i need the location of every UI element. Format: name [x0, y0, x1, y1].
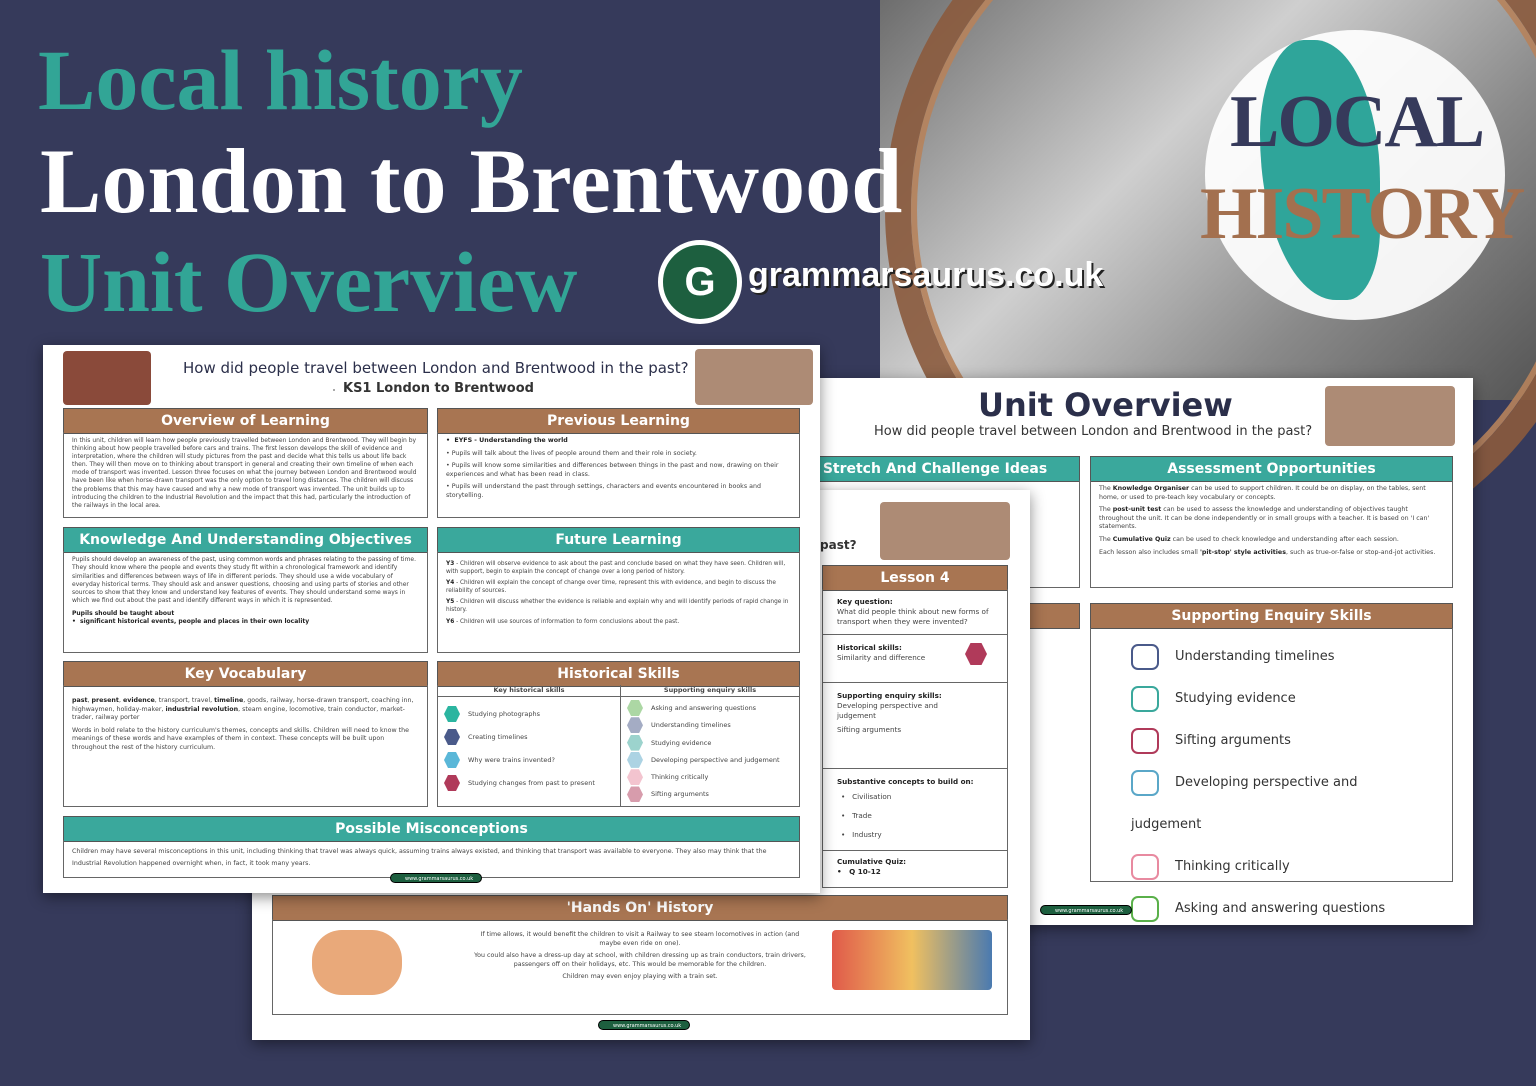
question-icon [627, 700, 643, 716]
text [823, 635, 1007, 683]
train-icon [444, 752, 460, 768]
lesson-box [822, 589, 1008, 888]
text: EYFS - Understanding the world [454, 437, 568, 444]
text: Sifting arguments [651, 790, 709, 799]
evidence-icon [627, 735, 643, 751]
timeline-icon [444, 729, 460, 745]
lesson-header: Lesson 4 [822, 565, 1008, 591]
key-skill-item [444, 772, 614, 795]
text: Children may even enjoy playing with a train set. [562, 973, 718, 981]
text: Developing perspective and judgement [837, 701, 938, 720]
bold-text: present [91, 697, 119, 704]
text: - Children will discuss whether the evidence is reliable and explain why and will identify periods of rapid change in history. [446, 599, 789, 613]
skills-header: Historical Skills [437, 661, 800, 687]
horse-cart-image [695, 349, 813, 405]
enquiry-skill-item [627, 717, 793, 734]
magnifier-icon [444, 706, 460, 722]
text: , [87, 697, 92, 704]
bold-text: Y5 [446, 599, 455, 606]
badge-history: HISTORY [1200, 173, 1524, 255]
page-title: How did people travel between London and Brentwood in the past? [183, 359, 689, 377]
text [446, 619, 791, 627]
enquiry-skill-item [1131, 846, 1412, 888]
text: Key historical skills [438, 685, 620, 697]
ks1-overview-page [43, 345, 820, 893]
text: • Pupils will talk about the lives of people around them and their role in society. [446, 449, 697, 457]
evidence-icon [1131, 686, 1159, 712]
horse-cart-image [1325, 386, 1455, 446]
text: • Pupils will know some similarities and differences between things in the past and now, drawing on their experiences and what has been read in class. [446, 462, 779, 478]
enquiry-skill-item [627, 786, 793, 803]
text: Studying evidence [651, 738, 712, 747]
text: Sifting arguments [837, 725, 902, 734]
text: • Civilisation • Trade • Industry [841, 792, 892, 839]
misconceptions-header: Possible Misconceptions [63, 816, 800, 842]
vocab-header: Key Vocabulary [63, 661, 428, 687]
text: Why were trains invented? [468, 756, 555, 764]
page-subtitle: KS1 London to Brentwood [335, 381, 542, 396]
text: Civilisation [852, 792, 892, 801]
text: The [1099, 535, 1113, 543]
text: Studying evidence [1175, 691, 1296, 706]
assessment-box [1090, 480, 1453, 588]
text [837, 867, 993, 877]
key-skill-item [444, 703, 614, 726]
vocab-box [63, 685, 428, 807]
text: Pupils will understand the past through settings, characters and events encountered in books and storytelling. [446, 483, 761, 499]
enquiry-skill-item [1131, 720, 1412, 762]
title-line-1: Local history [38, 32, 523, 128]
stretch-header-text: Stretch And Challenge Ideas [822, 461, 1048, 477]
text [823, 589, 1007, 635]
text: Supporting enquiry skills [621, 685, 799, 697]
coaching-inn-image [63, 351, 151, 405]
text: • Pupils will understand the past through settings, characters and events encountered in books and storytelling. [446, 483, 761, 499]
scales-icon [1131, 770, 1159, 796]
bold-text: 'pit-stop' style activities [1199, 548, 1286, 556]
title-line-2: London to Brentwood [40, 130, 903, 232]
title-line-3: Unit Overview [40, 234, 578, 330]
question-icon [1131, 896, 1159, 922]
text [823, 769, 1007, 851]
partial-question: past? [820, 538, 857, 552]
enquiry-skill-item [627, 700, 793, 717]
bold-text: • significant historical events, people and places in their own locality [72, 618, 310, 626]
text: Industry [852, 830, 882, 839]
bold-text: Y6 [446, 618, 455, 625]
timeline-icon [1131, 644, 1159, 670]
text: Trade [852, 811, 872, 820]
text: Thinking critically [1175, 859, 1290, 874]
key-skill-item [444, 749, 614, 772]
horse-cart-image [880, 502, 1010, 560]
text: can be used to assess the knowledge and understanding of objectives taught throughout the unit. It can be done independently or in small groups with a teacher. It is based on 'I can' statements. [1099, 506, 1430, 531]
text: Creating timelines [468, 733, 528, 741]
bold-text: Y4 [446, 580, 455, 587]
text: What did people think about new forms of transport when they were invented? [837, 607, 989, 626]
sifting-icon [627, 786, 643, 802]
text: Asking and answering questions [651, 704, 757, 712]
bold-text: timeline [214, 697, 244, 704]
scales-icon [627, 752, 643, 768]
text: can be used to check knowledge and understanding after each session. [1170, 535, 1399, 543]
enquiry-skill-item [1131, 762, 1412, 846]
bold-text: • EYFS - Understanding the world [446, 437, 568, 444]
text: The [1099, 485, 1113, 492]
text: Words in bold relate to the history curriculum's themes, concepts and skills. Children will need to know the meanings of these words and have examples of them in context. These concepts will be built upon throughout the rest of the history curriculum. [72, 726, 409, 751]
text: If time allows, it would benefit the children to visit a Railway to see steam locomotives in action (and maybe even ride on one). [480, 931, 800, 947]
text: Pupils should develop an awareness of the past, using common words and phrases relating to the passing of time. They should know where the people and events they study fit within a chronological framework and identify similarities and differences between ways of life in different periods. They should use a wide vocabulary of everyday historical terms. They should ask and answer questions, choosing and using parts of stories and other sources to show that they know and understand key features of events. They should understand some ways in which we find out about the past and identify different ways in which it is represented. [72, 556, 417, 605]
text: significant historical events, people and places in their own locality [80, 618, 310, 626]
text: Understanding timelines [1175, 649, 1335, 664]
bold-text: Cumulative Quiz [1112, 535, 1171, 543]
page-subtitle: How did people travel between London and Brentwood in the past? [874, 424, 1313, 439]
text: Developing perspective and judgement [651, 755, 780, 764]
badge-local: LOCAL [1230, 81, 1484, 163]
text: , transport, travel, [154, 697, 215, 704]
knowledge-header: Knowledge And Understanding Objectives [63, 527, 428, 553]
text: Q 10-12 [849, 867, 881, 876]
enquiry-skill-item [627, 735, 793, 752]
bold-text: Supporting enquiry skills: [837, 691, 942, 700]
text [446, 599, 791, 614]
text: Studying photographs [468, 710, 541, 718]
bold-text: Substantive concepts to build on: [837, 777, 974, 786]
bold-text: evidence [122, 697, 155, 704]
text: You could also have a dress-up day at school, with children dressing up as train conductors, train drivers, passengers off on their holidays, etc. This would be memorable for the children. [474, 952, 806, 968]
bold-text: Historical skills: [837, 643, 902, 652]
enquiry-skill-item [627, 752, 793, 769]
footer-link[interactable]: www.grammarsaurus.co.uk [1040, 905, 1132, 915]
brain-icon [1131, 854, 1159, 880]
text: Studying changes from past to present [468, 779, 595, 787]
enquiry-skills-header: Supporting Enquiry Skills [1090, 603, 1453, 629]
hands-image [312, 930, 402, 995]
hands-on-header: 'Hands On' History [272, 895, 1008, 921]
brain-icon [627, 769, 643, 785]
text [621, 697, 799, 807]
text: can be used to support children. It could be on display, on the tables, sent home, or used to pre-teach key vocabulary or concepts. [1099, 485, 1426, 501]
sifting-icon [1131, 728, 1159, 754]
enquiry-skill-item [1131, 888, 1412, 930]
text [438, 697, 620, 801]
text: Asking and answering questions [1175, 901, 1386, 916]
text: Each lesson also includes small [1099, 548, 1200, 556]
key-skill-item [444, 726, 614, 749]
bold-text: Y3 [446, 561, 455, 567]
text: Developing perspective and judgement [1131, 775, 1358, 832]
text: Pupils will know some similarities and differences between things in the past and now, drawing on their experiences and what has been read in class. [446, 462, 779, 478]
assessment-para [1099, 506, 1444, 532]
text: - Children will explain the concept of change over time, represent this with evidence, and begin to discuss the reliability of sources. [446, 580, 776, 594]
page-title: Unit Overview [978, 386, 1233, 424]
train-tickets-image [832, 930, 992, 990]
text [823, 851, 1007, 883]
text [823, 683, 1007, 769]
text: Sifting arguments [1175, 733, 1291, 748]
text: , such as true-or-false or stop-and-jot activities. [1285, 548, 1436, 556]
knowledge-box [63, 551, 428, 653]
text: , steam engine, locomotive, train conductor, market-trader, railway porter [72, 705, 405, 722]
text [446, 580, 791, 595]
text: Pupils will talk about the lives of people around them and their role in society. [451, 449, 697, 457]
skills-box [437, 685, 800, 807]
grammarsaurus-logo: G [658, 240, 742, 324]
text: Thinking critically [651, 773, 709, 782]
text: Understanding timelines [651, 721, 731, 730]
assessment-para [1099, 485, 1444, 502]
assessment-para [1099, 536, 1444, 545]
text [72, 618, 419, 626]
assessment-para [1099, 549, 1444, 558]
timeline-icon [627, 717, 643, 733]
misconceptions-box: Children may have several misconceptions in this unit, including thinking that travel was always quick, assuming trains always existed, and thinking that transport was available to everyone. They also may think that the Industrial Revolution happened overnight when, in fact, it took many years. [63, 840, 800, 878]
bold-text: past [72, 697, 88, 704]
future-header: Future Learning [437, 527, 800, 553]
bold-text: Knowledge Organiser [1112, 485, 1190, 492]
text: , [118, 697, 123, 704]
text [446, 561, 791, 576]
bold-text: Key question: [837, 597, 893, 606]
overview-header: Overview of Learning [63, 408, 428, 434]
enquiry-skill-item [627, 769, 793, 786]
overview-box: In this unit, children will learn how people previously travelled between London and Brentwood. They will begin by thinking about how people travelled before cars and trains. The first lesson develops the skill of evidence and interpretation, where the children will study pictures from the past and decide what this tells us about life back then. They will then move on to thinking about transport in general and creating their own timeline of when each mode of transport was invented. Lesson three focuses on what the journey between London and Brentwood would have been like when horse-drawn transport was the only option to travel long distances. The children will discuss the problems that this may have caused and why a new mode of transport was invented. The unit builds up to introducing the children to the Industrial Revolution and the impact that this had, particularly the introduction of the railways in the local area. [63, 432, 428, 518]
enquiry-skill-item [1131, 678, 1412, 720]
bold-text: Cumulative Quiz: [837, 857, 907, 866]
text [446, 437, 791, 446]
bold-text: • Q 10-12 [837, 867, 881, 876]
previous-box [437, 432, 800, 518]
enquiry-skill-item [1131, 636, 1412, 678]
bold-text: industrial revolution [165, 705, 239, 713]
text [621, 685, 799, 806]
text: - Children will use sources of information to form conclusions about the past. [454, 618, 680, 625]
footer-link[interactable]: www.grammarsaurus.co.uk [598, 1020, 690, 1030]
text: - Children will observe evidence to ask about the past and conclude based on what they have seen. Children will, with support, begin to explain the concept of change over a long period of history. [446, 561, 786, 575]
site-name: grammarsaurus.co.uk [748, 256, 1104, 294]
bold-text: post-unit test [1112, 506, 1162, 514]
future-box [437, 551, 800, 653]
bold-text: Pupils should be taught about [72, 609, 175, 617]
enquiry-skills-box [1090, 628, 1453, 916]
footer-link[interactable]: www.grammarsaurus.co.uk [390, 873, 482, 883]
stretch-header [790, 456, 1080, 482]
text: The [1099, 506, 1113, 514]
previous-header: Previous Learning [437, 408, 800, 434]
text: , goods, railway, horse-drawn transport, coaching inn, highwaymen, holiday-maker, [72, 697, 414, 713]
change-icon [444, 775, 460, 791]
text [438, 685, 621, 806]
assessment-header: Assessment Opportunities [1090, 456, 1453, 482]
text [72, 697, 419, 723]
text: Similarity and difference [837, 653, 926, 662]
